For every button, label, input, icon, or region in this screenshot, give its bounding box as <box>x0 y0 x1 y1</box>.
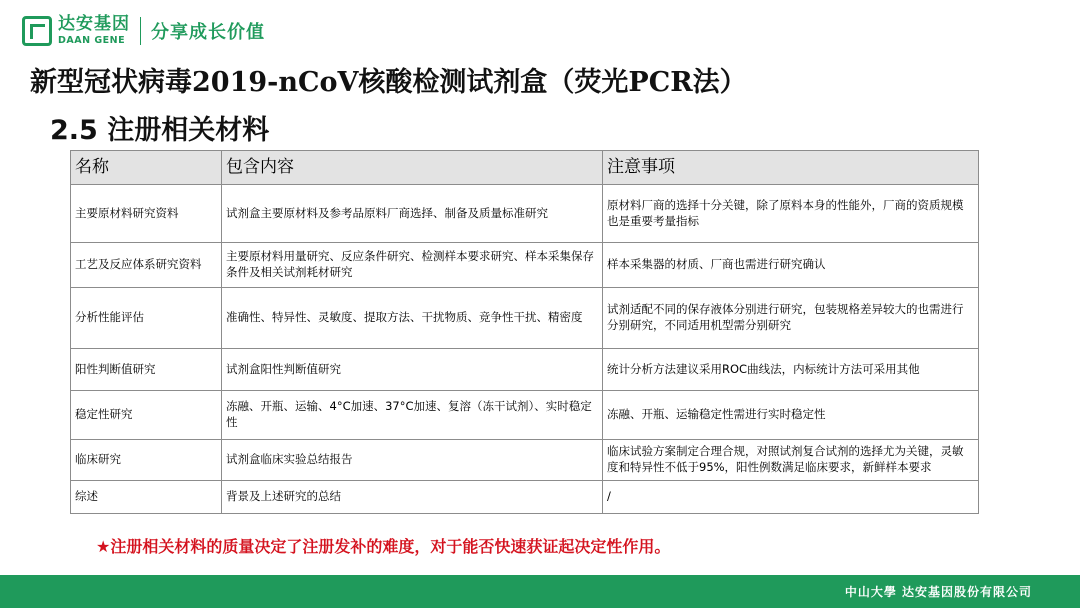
row-name: 稳定性研究 <box>71 391 222 440</box>
logo-text <box>58 16 130 46</box>
row-notes: 试剂适配不同的保存液体分别进行研究，包装规格差异较大的也需进行分别研究，不同适用机型需分别研究 <box>603 288 979 349</box>
table-row <box>71 349 979 391</box>
row-name: 分析性能评估 <box>71 288 222 349</box>
header-name: 名称 <box>71 151 222 185</box>
row-name: 工艺及反应体系研究资料 <box>71 243 222 288</box>
footer-text: 中山大學 达安基因股份有限公司 <box>844 585 1032 599</box>
company-logo <box>22 16 265 46</box>
slogan: 分享成长价值 <box>151 22 265 43</box>
table-row <box>71 243 979 288</box>
logo-divider <box>140 17 141 45</box>
row-notes: 临床试验方案制定合理合规，对照试剂复合试剂的选择尤为关键，灵敏度和特异性不低于95%，阳性例数满足临床要求，新鲜样本要求 <box>603 440 979 481</box>
row-name: 临床研究 <box>71 440 222 481</box>
row-content: 主要原材料用量研究、反应条件研究、检测样本要求研究、样本采集保存条件及相关试剂耗材研究 <box>222 243 603 288</box>
logo-en: DAAN GENE <box>58 35 126 47</box>
row-name: 综述 <box>71 481 222 514</box>
row-notes: 统计分析方法建议采用ROC曲线法，内标统计方法可采用其他 <box>603 349 979 391</box>
logo-cn: 达安基因 <box>58 14 130 35</box>
row-notes: 冻融、开瓶、运输稳定性需进行实时稳定性 <box>603 391 979 440</box>
row-content: 试剂盒主要原材料及参考品原料厂商选择、制备及质量标准研究 <box>222 185 603 243</box>
table-row <box>71 440 979 481</box>
row-name: 阳性判断值研究 <box>71 349 222 391</box>
section-title: 2.5 注册相关材料 <box>50 115 270 146</box>
table-row <box>71 391 979 440</box>
table-row <box>71 481 979 514</box>
row-content: 试剂盒阳性判断值研究 <box>222 349 603 391</box>
daan-logo-icon <box>22 16 52 46</box>
footnote: ★注册相关材料的质量决定了注册发补的难度，对于能否快速获证起决定性作用。 <box>96 537 671 556</box>
header-notes: 注意事项 <box>603 151 979 185</box>
row-notes: / <box>603 481 979 514</box>
row-content: 冻融、开瓶、运输、4°C加速、37°C加速、复溶（冻干试剂）、实时稳定性 <box>222 391 603 440</box>
header-content: 包含内容 <box>222 151 603 185</box>
row-name: 主要原材料研究资料 <box>71 185 222 243</box>
row-content: 试剂盒临床实验总结报告 <box>222 440 603 481</box>
row-notes: 原材料厂商的选择十分关键，除了原料本身的性能外，厂商的资质规模也是重要考量指标 <box>603 185 979 243</box>
table-row <box>71 185 979 243</box>
footer-bar <box>0 575 1080 608</box>
page-title: 新型冠状病毒2019-nCoV核酸检测试剂盒（荧光PCR法） <box>30 67 747 98</box>
row-notes: 样本采集器的材质、厂商也需进行研究确认 <box>603 243 979 288</box>
row-content: 背景及上述研究的总结 <box>222 481 603 514</box>
table-header-row <box>71 151 979 185</box>
table-row <box>71 288 979 349</box>
registration-materials-table <box>70 150 979 514</box>
row-content: 准确性、特异性、灵敏度、提取方法、干扰物质、竞争性干扰、精密度 <box>222 288 603 349</box>
